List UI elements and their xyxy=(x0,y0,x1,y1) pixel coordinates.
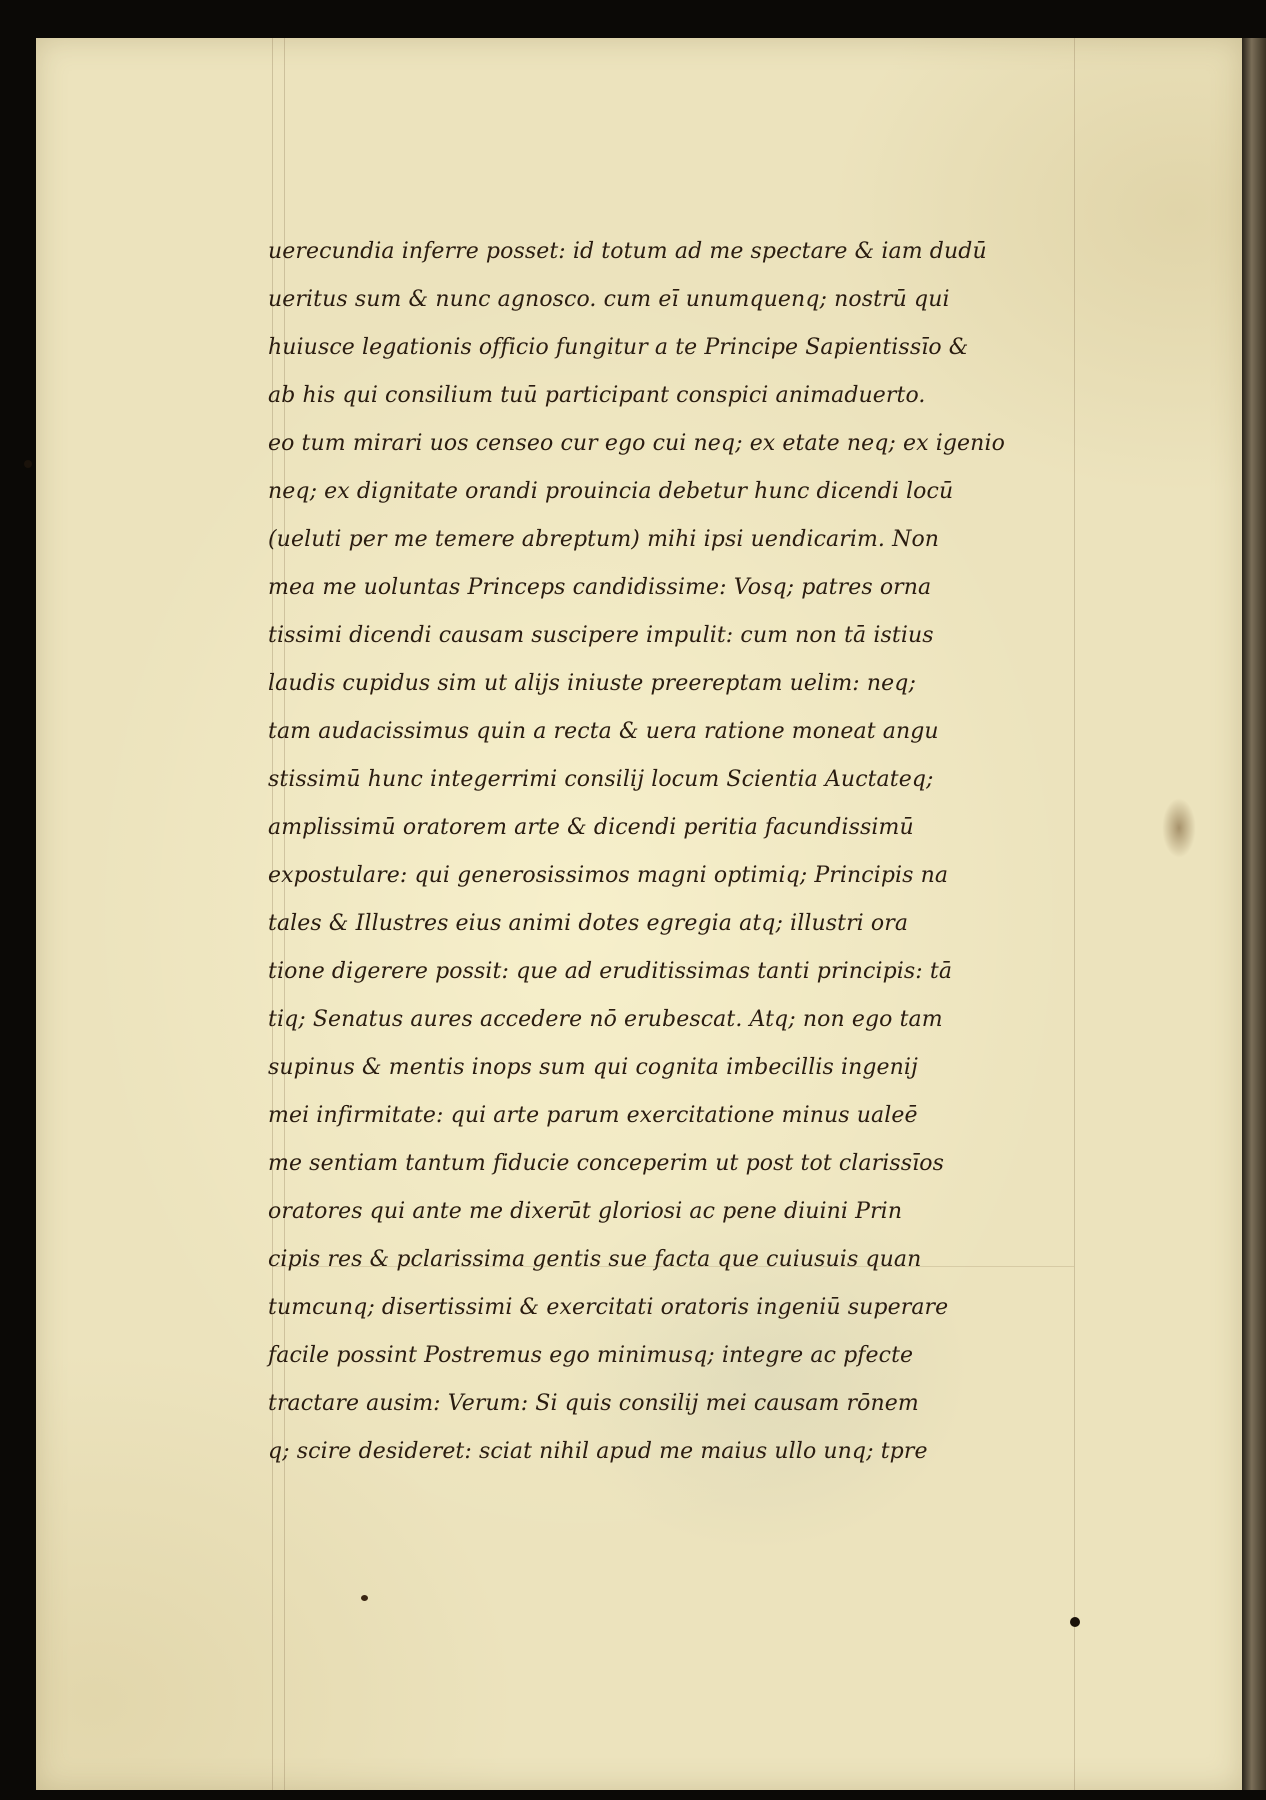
text-line: amplissimū oratorem arte & dicendi peritia facundissimū xyxy=(268,815,914,840)
text-line: huiusce legationis officio fungitur a te Principe Sapientissīo & xyxy=(268,335,969,360)
edge-speck xyxy=(24,460,32,468)
stain-mark xyxy=(1162,798,1196,858)
text-line: uerecundia inferre posset: id totum ad me spectare & iam dudū xyxy=(268,239,987,264)
text-line: mei infirmitate: qui arte parum exercitatione minus ualeē xyxy=(268,1103,918,1128)
text-line: (ueluti per me temere abreptum) mihi ipsi uendicarim. Non xyxy=(268,527,940,552)
text-line: cipis res & pclarissima gentis sue facta que cuiusuis quan xyxy=(268,1247,922,1272)
text-line: tiq; Senatus aures accedere nō erubescat. Atq; non ego tam xyxy=(268,1007,943,1032)
text-line: tumcunq; disertissimi & exercitati oratoris ingeniū superare xyxy=(268,1295,949,1320)
text-line: stissimū hunc integerrimi consilij locum Scientia Auctateq; xyxy=(268,767,934,792)
text-line: tractare ausim: Verum: Si quis consilij mei causam rōnem xyxy=(268,1391,919,1416)
ink-speck xyxy=(1070,1617,1080,1627)
text-line: mea me uoluntas Princeps candidissime: Vosq; patres orna xyxy=(268,575,932,600)
text-line: supinus & mentis inops sum qui cognita imbecillis ingenij xyxy=(268,1055,918,1080)
text-line: eo tum mirari uos censeo cur ego cui neq; ex etate neq; ex igenio xyxy=(268,431,1005,456)
text-line: expostulare: qui generosissimos magni optimiq; Principis na xyxy=(268,863,949,888)
binding-gutter xyxy=(1242,38,1266,1790)
text-line: tione digerere possit: que ad eruditissimas tanti principis: tā xyxy=(268,959,953,984)
manuscript-leaf xyxy=(36,38,1242,1790)
ink-speck-small xyxy=(361,1595,368,1601)
text-line: tales & Illustres eius animi dotes egregia atq; illustri ora xyxy=(268,911,909,936)
text-line: laudis cupidus sim ut alijs iniuste preereptam uelim: neq; xyxy=(268,671,916,696)
text-line: q; scire desideret: sciat nihil apud me maius ullo unq; tpre xyxy=(268,1439,928,1464)
text-line: tam audacissimus quin a recta & uera ratione moneat angu xyxy=(268,719,939,744)
text-line: ab his qui consilium tuū participant conspici animaduerto. xyxy=(268,383,926,408)
text-line: facile possint Postremus ego minimusq; integre ac pfecte xyxy=(268,1343,914,1368)
ruling-line-right xyxy=(1074,38,1075,1790)
text-line: me sentiam tantum fiducie conceperim ut post tot clarissīos xyxy=(268,1151,945,1176)
text-line: tissimi dicendi causam suscipere impulit: cum non tā istius xyxy=(268,623,934,648)
text-line: oratores qui ante me dixerūt gloriosi ac pene diuini Prin xyxy=(268,1199,903,1224)
text-line: ueritus sum & nunc agnosco. cum eī unumquenq; nostrū qui xyxy=(268,287,950,312)
manuscript-text xyxy=(268,228,1068,1476)
text-line: neq; ex dignitate orandi prouincia debetur hunc dicendi locū xyxy=(268,479,954,504)
